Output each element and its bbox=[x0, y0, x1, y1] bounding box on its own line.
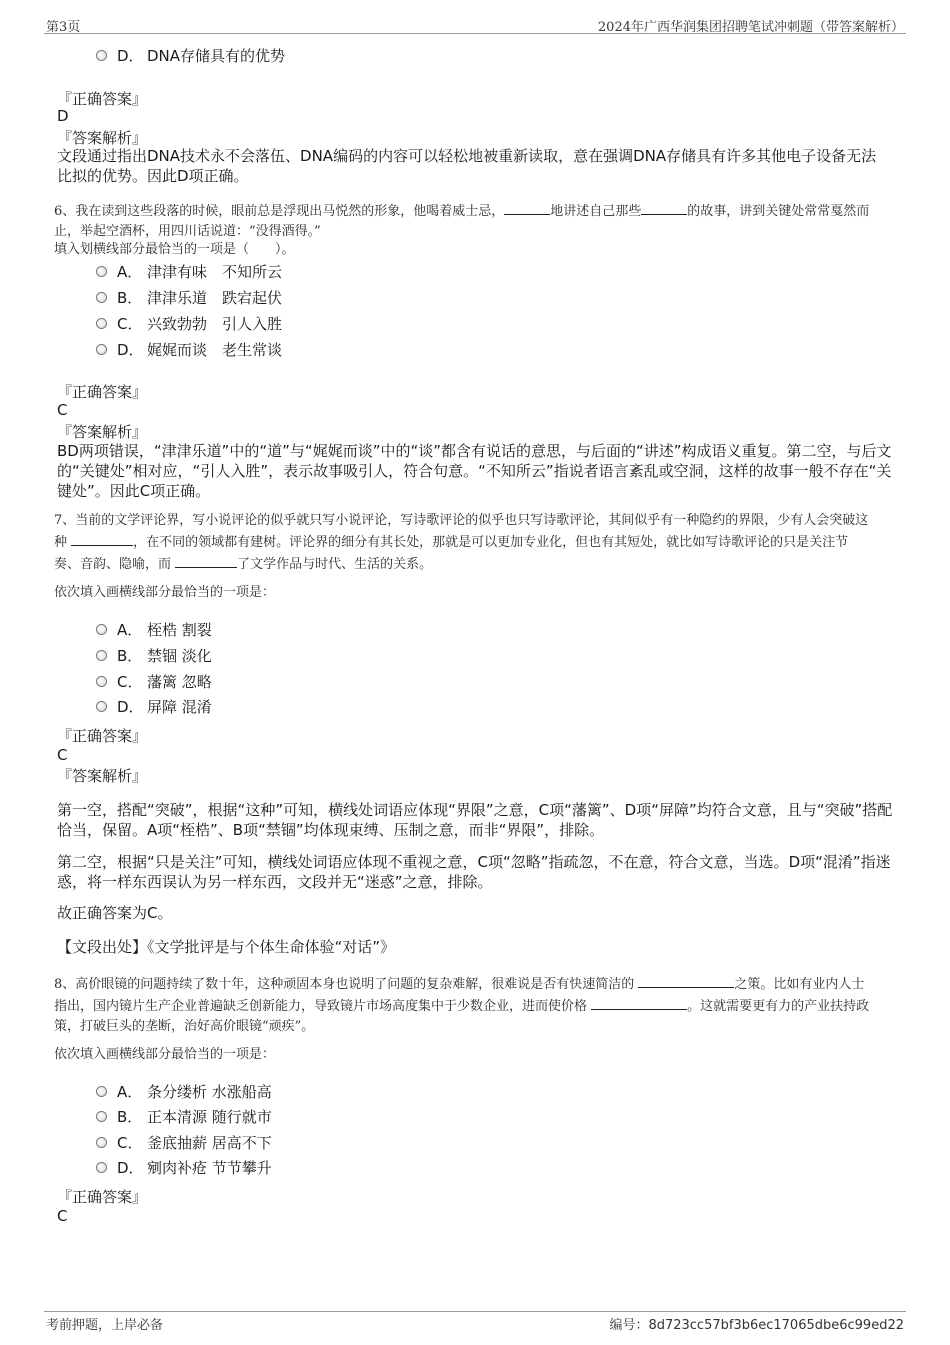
header-divider bbox=[44, 33, 906, 34]
blank bbox=[175, 553, 237, 568]
q8-option-c[interactable]: C． 釜底抽薪 居高不下 bbox=[96, 1133, 272, 1153]
blank bbox=[504, 200, 550, 215]
q6-option-d[interactable]: D． 娓娓而谈 老生常谈 bbox=[96, 340, 282, 360]
q6-option-b[interactable]: B． 津津乐道 跌宕起伏 bbox=[96, 288, 282, 308]
radio-icon[interactable] bbox=[96, 676, 107, 687]
q6-answer: C bbox=[57, 401, 68, 419]
radio-icon[interactable] bbox=[96, 344, 107, 355]
q6-option-a[interactable]: A． 津津有味 不知所云 bbox=[96, 262, 282, 282]
q5-answer-label: 『正确答案』 bbox=[57, 90, 148, 108]
q8-answer: C bbox=[57, 1207, 68, 1225]
radio-icon[interactable] bbox=[96, 650, 107, 661]
radio-icon[interactable] bbox=[96, 266, 107, 277]
q6-option-c[interactable]: C． 兴致勃勃 引人入胜 bbox=[96, 314, 282, 334]
q7-option-b[interactable]: B． 禁锢 淡化 bbox=[96, 646, 212, 666]
radio-icon[interactable] bbox=[96, 701, 107, 712]
radio-icon[interactable] bbox=[96, 50, 107, 61]
q5-option-d[interactable]: D． DNA存储具有的优势 bbox=[96, 46, 285, 66]
q7-analysis-paragraph-2: 第二空，根据“只是关注”可知，横线处词语应体现不重视之意，C项“忽略”指疏忽，不在意，符合文意，当选。D项“混淆”指迷 惑，将一样东西误认为另一样东西，文段并无“迷惑”之意，排除。 bbox=[57, 853, 891, 891]
q8-option-b[interactable]: B． 正本清源 随行就市 bbox=[96, 1107, 272, 1127]
document-title: 2024年广西华润集团招聘笔试冲刺题（带答案解析） bbox=[597, 20, 904, 35]
radio-icon[interactable] bbox=[96, 1162, 107, 1173]
blank bbox=[591, 995, 687, 1010]
q8-option-d[interactable]: D． 剜肉补疮 节节攀升 bbox=[96, 1158, 272, 1178]
q6-answer-label: 『正确答案』 bbox=[57, 383, 148, 401]
footer-slogan: 考前押题，上岸必备 bbox=[46, 1318, 164, 1333]
q8-prompt: 依次填入画横线部分最恰当的一项是： bbox=[54, 1047, 276, 1062]
q6-analysis: BD两项错误，“津津乐道”中的“道”与“娓娓而谈”中的“谈”都含有说话的意思，与后面的“讲述”构成语义重复。第二空，与后文 的“关键处”相对应，“引人入胜”，表示故事吸引人，符合句意。“不知所云”指说者语言紊乱或空洞，这样的故事一般不存在“关 键处”。因此C项正确。 bbox=[57, 442, 892, 500]
q5-answer: D bbox=[57, 107, 69, 125]
q5-analysis: 文段通过指出DNA技术永不会落伍、DNA编码的内容可以轻松地被重新读取，意在强调DNA存储具有许多其他电子设备无法 比拟的优势。因此D项正确。 bbox=[57, 147, 877, 185]
q5-analysis-label: 『答案解析』 bbox=[57, 129, 148, 147]
q7-answer-label: 『正确答案』 bbox=[57, 727, 148, 745]
q7-answer: C bbox=[57, 746, 68, 764]
q8-answer-label: 『正确答案』 bbox=[57, 1188, 148, 1206]
blank bbox=[641, 200, 687, 215]
q7-stem: 7、当前的文学评论界，写小说评论的似乎就只写小说评论，写诗歌评论的似乎也只写诗歌评论，其间似乎有一种隐约的界限，少有人会突破这 种 ，在不同的领域都有建树。评论界的细分有其长处，那就是可以更加专业化，但也有其短处，就比如写诗歌评论的只是关注节 奏、音韵、隐喻，而 了文学作品与时代、生活的关系。 bbox=[54, 513, 869, 572]
q7-prompt: 依次填入画横线部分最恰当的一项是： bbox=[54, 585, 276, 600]
radio-icon[interactable] bbox=[96, 624, 107, 635]
footer-divider bbox=[44, 1311, 906, 1312]
q7-option-c[interactable]: C． 藩篱 忽略 bbox=[96, 672, 212, 692]
page-number: 第3页 bbox=[46, 20, 81, 35]
radio-icon[interactable] bbox=[96, 1086, 107, 1097]
blank bbox=[71, 531, 133, 546]
q7-analysis-label: 『答案解析』 bbox=[57, 767, 148, 785]
document-code: 编号：8d723cc57bf3b6ec17065dbe6c99ed22 bbox=[609, 1318, 904, 1333]
q7-analysis-paragraph-1: 第一空，搭配“突破”，根据“这种”可知，横线处词语应体现“界限”之意，C项“藩篱”、D项“屏障”均符合文意，且与“突破”搭配 恰当，保留。A项“桎梏”、B项“禁锢”均体现束缚、压制之意，而非“界限”，排除。 bbox=[57, 801, 893, 839]
q7-option-d[interactable]: D． 屏障 混淆 bbox=[96, 697, 212, 717]
radio-icon[interactable] bbox=[96, 1137, 107, 1148]
radio-icon[interactable] bbox=[96, 292, 107, 303]
blank bbox=[638, 973, 734, 988]
q7-option-a[interactable]: A． 桎梏 割裂 bbox=[96, 620, 212, 640]
q7-source: 【文段出处】《文学批评是与个体生命体验“对话”》 bbox=[57, 938, 396, 956]
radio-icon[interactable] bbox=[96, 1111, 107, 1122]
q6-stem: 6、我在读到这些段落的时候，眼前总是浮现出马悦然的形象，他喝着威士忌， 地讲述自己那些 的故事，讲到关键处常常戛然而 止，举起空酒杯，用四川话说道：“没得酒得。” bbox=[54, 200, 899, 242]
q8-option-a[interactable]: A． 条分缕析 水涨船高 bbox=[96, 1082, 272, 1102]
radio-icon[interactable] bbox=[96, 318, 107, 329]
q6-analysis-label: 『答案解析』 bbox=[57, 423, 148, 441]
q7-conclusion: 故正确答案为C。 bbox=[57, 904, 173, 922]
q8-stem: 8、高价眼镜的问题持续了数十年，这种顽固本身也说明了问题的复杂难解，很难说是否有快速简洁的 之策。比如有业内人士 指出，国内镜片生产企业普遍缺乏创新能力，导致镜片市场高度集中于少数企业，进而使价格 。这就需要更有力的产业扶持政 策，打破巨头的垄断，治好高价眼镜“顽疾”。 bbox=[54, 973, 899, 1037]
q6-prompt: 填入划横线部分最恰当的一项是（ ）。 bbox=[54, 242, 295, 257]
